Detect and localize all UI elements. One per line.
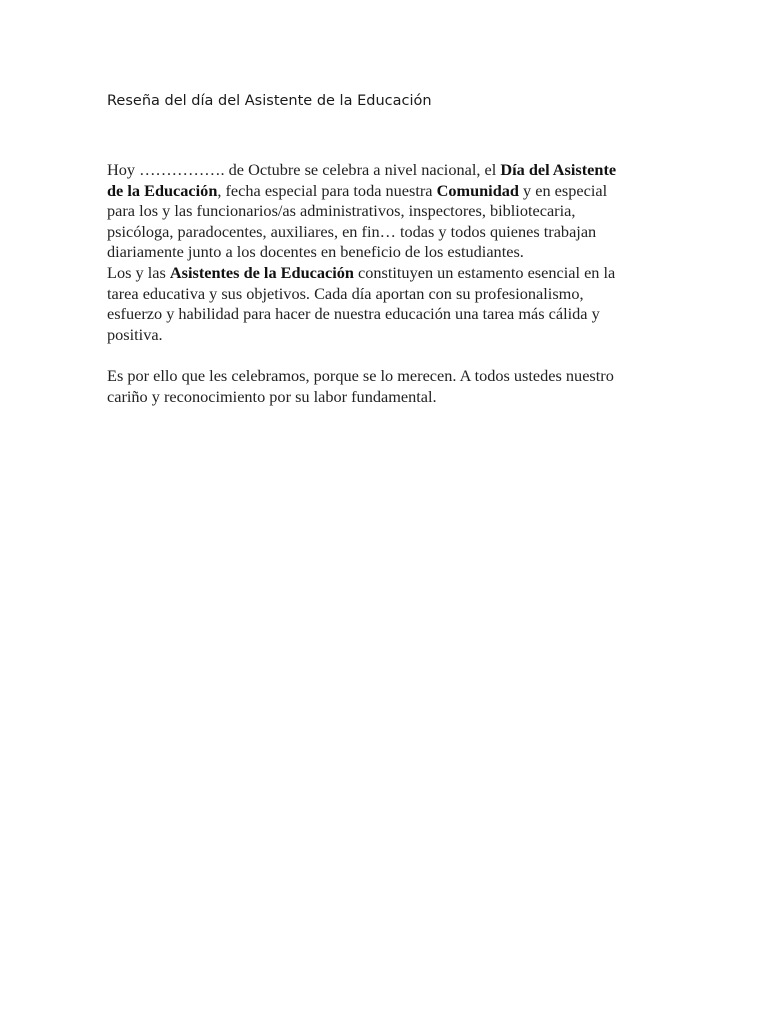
paragraph-1-line-2 xyxy=(107,181,667,202)
paragraph-1 xyxy=(107,160,667,263)
paragraph-1-line-1-text: Hoy ……………. de Octubre se celebra a nivel nacional, el xyxy=(107,160,501,179)
paragraph-3 xyxy=(107,366,667,407)
paragraph-1-line-1-bold: Día del Asistente xyxy=(500,160,617,179)
document-body xyxy=(107,160,667,407)
paragraph-1-line-2-bold-1: de la Educación xyxy=(107,180,218,200)
paragraph-2-line-1-text-pre: Los y las xyxy=(107,262,170,282)
paragraph-3-line-2: cariño y reconocimiento por su labor fundamental. xyxy=(107,386,437,406)
paragraph-1-line-2-text-post: y en especial xyxy=(518,180,608,200)
paragraph-2-line-1 xyxy=(107,263,667,284)
paragraph-1-line-2-bold-2: Comunidad xyxy=(436,180,519,200)
paragraph-2-line-4: positiva. xyxy=(107,324,163,344)
paragraph-1-line-1 xyxy=(107,160,667,181)
paragraph-1-line-5: diariamente junto a los docentes en beneficio de los estudiantes. xyxy=(107,242,524,262)
paragraph-3-line-1: Es por ello que les celebramos, porque se lo merecen. A todos ustedes nuestro xyxy=(107,365,614,385)
paragraph-2-line-1-bold: Asistentes de la Educación xyxy=(169,262,354,282)
paragraph-spacer xyxy=(107,345,667,366)
paragraph-1-line-3: para los y las funcionarios/as administrativos, inspectores, bibliotecaria, xyxy=(107,201,576,221)
paragraph-1-line-4: psicóloga, paradocentes, auxiliares, en fin… todas y todos quienes trabajan xyxy=(107,221,597,241)
paragraph-2 xyxy=(107,263,667,345)
paragraph-2-line-3: esfuerzo y habilidad para hacer de nuestra educación una tarea más cálida y xyxy=(107,304,600,324)
document-title: Reseña del día del Asistente de la Educación xyxy=(107,93,432,109)
paragraph-2-line-2: tarea educativa y sus objetivos. Cada día aportan con su profesionalismo, xyxy=(107,283,584,303)
paragraph-2-line-1-text-post: constituyen un estamento esencial en la xyxy=(353,262,616,282)
paragraph-1-line-2-text-mid: , fecha especial para toda nuestra xyxy=(217,180,437,200)
